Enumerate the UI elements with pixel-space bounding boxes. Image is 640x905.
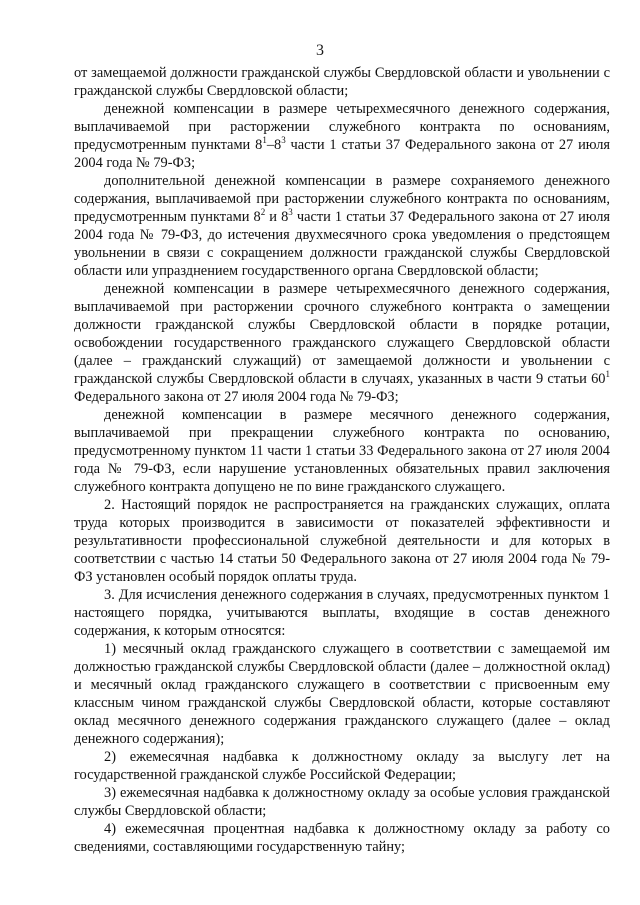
text-segment: 3) ежемесячная надбавка к должностному окладу за особые условия гражданской службы Свердловской области; [74, 785, 610, 819]
paragraph-p3 [74, 172, 610, 280]
text-segment: от замещаемой должности гражданской службы Свердловской области и увольнении с гражданской службы Свердловской области; [74, 65, 610, 99]
superscript: 3 [288, 207, 293, 218]
paragraph-p9 [74, 748, 610, 784]
paragraph-p5 [74, 406, 610, 496]
paragraph-p7 [74, 586, 610, 640]
superscript: 1 [605, 369, 610, 380]
paragraph-p8 [74, 640, 610, 748]
text-segment: –8 [266, 137, 282, 153]
document-body [74, 64, 610, 856]
superscript: 3 [281, 135, 286, 146]
paragraph-p2 [74, 100, 610, 172]
text-segment: дополнительной денежной компенсации в размере сохраняемого денежного содержания, выплачиваемой при расторжении служебного контракта по основаниям, предусмотренным пунктами 8 [74, 173, 610, 225]
page-number: 3 [316, 42, 324, 59]
superscript: 1 [262, 135, 267, 146]
text-segment: Федерального закона от 27 июля 2004 года № 79-ФЗ; [74, 389, 399, 405]
paragraph-p6 [74, 496, 610, 586]
paragraph-p4 [74, 280, 610, 406]
text-segment: денежной компенсации в размере четырехмесячного денежного содержания, выплачиваемой при расторжении срочного служебного контракта о замещении должности гражданской службы Свердловской области в порядке ротации, освобождении государственного гражданского служащего Свердловской области (далее – гражданский служащий) от замещаемой должности и увольнении с гражданской службы Свердловской области в случаях, указанных в части 9 статьи 60 [74, 281, 610, 387]
superscript: 2 [260, 207, 266, 218]
text-segment: 4) ежемесячная процентная надбавка к должностному окладу за работу со сведениями, составляющими государственную тайну; [74, 821, 610, 855]
text-segment: и 8 [265, 209, 289, 225]
text-segment: 1) месячный оклад гражданского служащего в соответствии с замещаемой им должностью гражданской службы Свердловской области (далее – должностной оклад) и месячный оклад гражданского служащего в соответствии с присвоенным ему классным чином гражданской службы Свердловской области, которые составляют оклад месячного денежного содержания гражданского служащего (далее – оклад денежного содержания); [74, 641, 610, 747]
paragraph-p10 [74, 784, 610, 820]
paragraph-p1 [74, 64, 610, 100]
text-segment: денежной компенсации в размере месячного денежного содержания, выплачиваемой при прекращении служебного контракта по основанию, предусмотренному пунктом 11 части 1 статьи 33 Федерального закона от 27 июля 2004 года № 79-ФЗ, если нарушение установленных обязательных правил заключения служебного контракта допущено не по вине гражданского служащего. [74, 407, 610, 495]
text-segment: денежной компенсации в размере четырехмесячного денежного содержания, выплачиваемой при расторжении служебного контракта по основаниям, предусмотренным пунктами 8 [74, 101, 610, 153]
text-segment: части 1 статьи 37 Федерального закона от 27 июля 2004 года № 79-ФЗ, до истечения двухмесячного срока уведомления о предстоящем увольнении в связи с сокращением должности гражданской службы Свердловской области или упразднением государственного органа Свердловской области; [74, 209, 610, 279]
text-segment: 2) ежемесячная надбавка к должностному окладу за выслугу лет на государственной гражданской службе Российской Федерации; [74, 749, 610, 783]
paragraph-p11 [74, 820, 610, 856]
text-segment: части 1 статьи 37 Федерального закона от 27 июля 2004 года № 79-ФЗ; [74, 137, 610, 171]
text-segment: 3. Для исчисления денежного содержания в случаях, предусмотренных пунктом 1 настоящего порядка, учитываются выплаты, входящие в состав денежного содержания, к которым относятся: [74, 587, 610, 639]
text-segment: 2. Настоящий порядок не распространяется на гражданских служащих, оплата труда которых производится в зависимости от показателей эффективности и результативности профессиональной служебной деятельности и для которых в соответствии с частью 14 статьи 50 Федерального закона от 27 июля 2004 года № 79-ФЗ установлен особый порядок оплаты труда. [74, 497, 610, 585]
